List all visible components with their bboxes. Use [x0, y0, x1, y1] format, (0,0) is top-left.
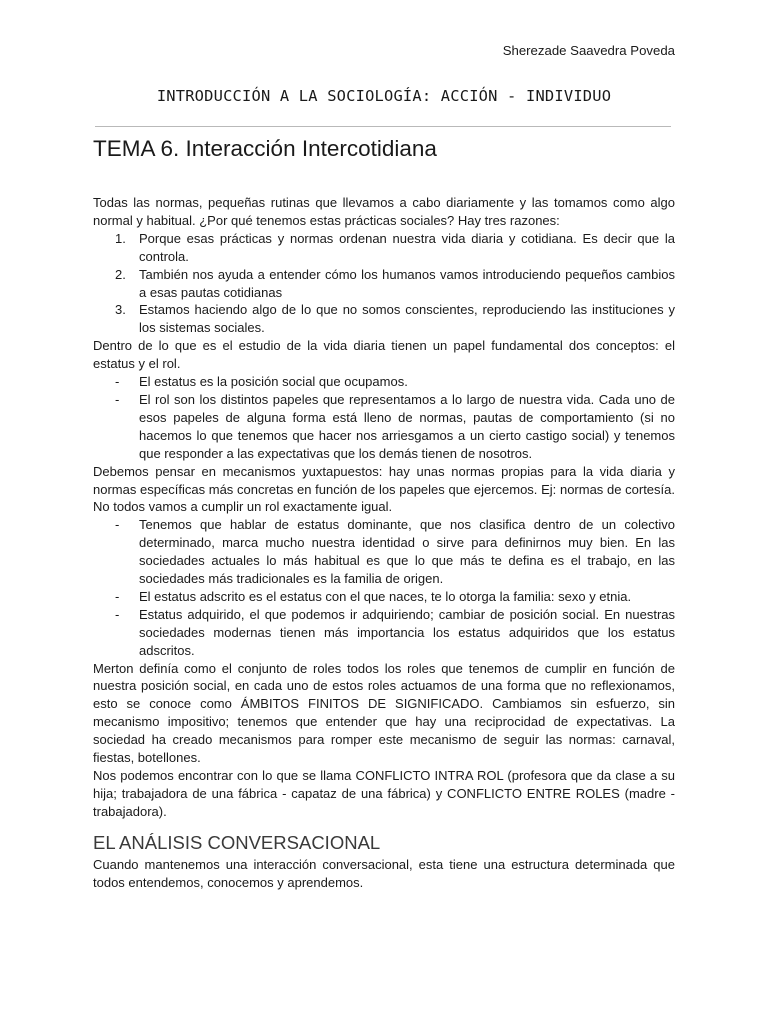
list-marker: -	[115, 588, 120, 604]
section-heading: EL ANÁLISIS CONVERSACIONAL	[93, 831, 381, 853]
concepts-paragraph: Dentro de lo que es el estudio de la vida diaria tienen un papel fundamental dos conceptos: el estatus y el rol.	[93, 338, 675, 372]
list-marker: 2.	[115, 266, 126, 282]
conflict-paragraph: Nos podemos encontrar con lo que se llama CONFLICTO INTRA ROL (profesora que da clase a su hija; trabajadora de una fábrica - capataz de una fábrica) y CONFLICTO ENTRE ROLES (madre - trabajadora).	[93, 768, 675, 819]
reasons-list	[93, 230, 675, 337]
status-list	[93, 516, 675, 659]
list-item	[93, 391, 675, 463]
list-item-text: Estatus adquirido, el que podemos ir adquiriendo; cambiar de posición social. En nuestras sociedades modernas tienen más importancia los estatus adquiridos que los estatus adscritos.	[139, 606, 675, 658]
list-item-text: También nos ayuda a entender cómo los humanos vamos introduciendo pequeños cambios a esas pautas cotidianas	[139, 266, 675, 300]
list-item-text: Porque esas prácticas y normas ordenan nuestra vida diaria y cotidiana. Es decir que la controla.	[139, 230, 675, 264]
list-item	[93, 373, 675, 391]
page-title: TEMA 6. Interacción Intercotidiana	[93, 136, 437, 161]
header-divider	[95, 126, 671, 127]
list-item-text: Estamos haciendo algo de lo que no somos conscientes, reproduciendo las instituciones y los sistemas sociales.	[139, 302, 675, 336]
list-marker: 1.	[115, 230, 126, 246]
intro-paragraph: Todas las normas, pequeñas rutinas que llevamos a cabo diariamente y las tomamos como algo normal y habitual. ¿Por qué tenemos estas prácticas sociales? Hay tres razones:	[93, 195, 675, 228]
merton-paragraph: Merton definía como el conjunto de roles todos los roles que tenemos de cumplir en función de nuestra posición social, en cada uno de estos roles actuamos de una forma que no reflexionamos, esto se conoce como ÁMBITOS FINITOS DE SIGNIFICADO. Cambiamos sin esfuerzo, sin mecanismo impositivo; tenemos que entender que hay una reciprocidad de expectativas. La sociedad ha creado mecanismos para romper este mecanismo de seguir las normas: carnaval, fiestas, botellones.	[93, 660, 675, 766]
concepts-list	[93, 373, 675, 463]
author-name: Sherezade Saavedra Poveda	[502, 43, 675, 58]
list-item-text: Tenemos que hablar de estatus dominante, que nos clasifica dentro de un colectivo determinado, marca mucho nuestra identidad o sirve para definirnos muy bien. En las sociedades actuales lo más habitual es que lo que más te defina es el trabajo, en las sociedades más tradicionales es la familia de origen.	[139, 517, 675, 587]
list-item	[93, 266, 675, 302]
list-marker: -	[115, 374, 120, 390]
course-title: INTRODUCCIÓN A LA SOCIOLOGÍA: ACCIÓN - INDIVIDUO	[156, 87, 612, 105]
conversation-paragraph: Cuando mantenemos una interacción conversacional, esta tiene una estructura determinada que todos entendemos, conocemos y aprendemos.	[93, 856, 675, 890]
list-item-text: El rol son los distintos papeles que representamos a lo largo de nuestra vida. Cada uno de esos papeles de alguna forma está lleno de normas, pautas de comportamiento (si no hacemos lo que tenemos que hacer nos arriesgamos a un cierto castigo social) y tenemos que responder a las expectativas que los demás tienen de nosotros.	[139, 391, 675, 461]
list-item-text: El estatus adscrito es el estatus con el que naces, te lo otorga la familia: sexo y etnia.	[139, 588, 632, 604]
list-item-text: El estatus es la posición social que ocupamos.	[139, 374, 408, 390]
list-item	[93, 588, 675, 606]
list-item	[93, 516, 675, 588]
list-marker: -	[115, 391, 120, 407]
mechanisms-paragraph: Debemos pensar en mecanismos yuxtapuestos: hay unas normas propias para la vida diaria y normas específicas más concretas en función de los papeles que ejercemos. Ej: normas de cortesía. No todos vamos a cumplir un rol exactamente igual.	[93, 463, 675, 515]
list-item	[93, 301, 675, 337]
list-marker: -	[115, 606, 120, 622]
list-marker: -	[115, 517, 120, 533]
list-item	[93, 606, 675, 660]
list-item	[93, 230, 675, 266]
document-body	[93, 194, 675, 892]
list-marker: 3.	[115, 302, 126, 318]
